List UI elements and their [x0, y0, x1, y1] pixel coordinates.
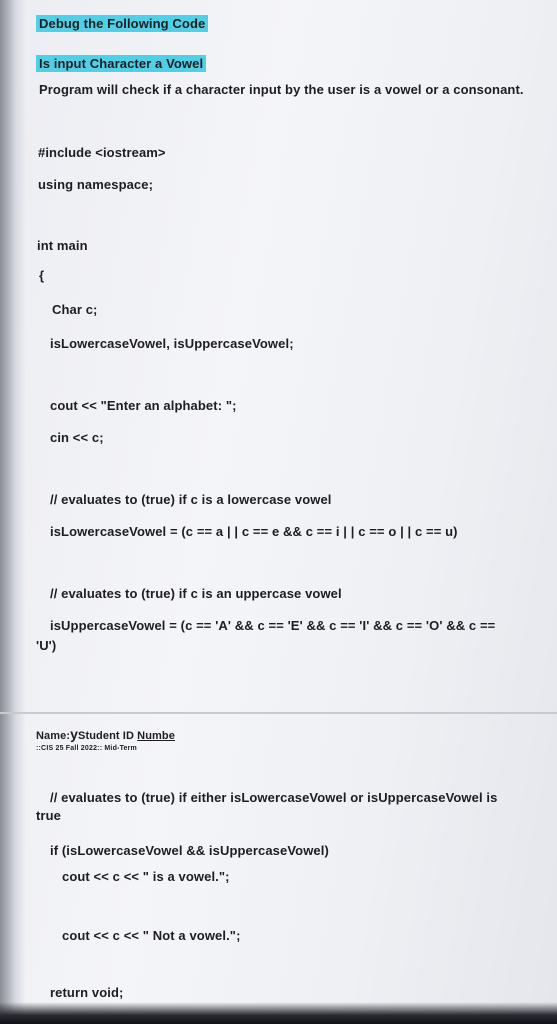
code-comment-either: // evaluates to (true) if either isLowercaseVowel or isUppercaseVowel is: [50, 790, 498, 805]
name-initial: y: [70, 726, 79, 742]
code-char-decl: Char c;: [52, 302, 98, 317]
code-include: #include <iostream>: [38, 145, 166, 160]
code-if-statement: if (isLowercaseVowel && isUppercaseVowel): [50, 843, 329, 858]
code-cout-not-vowel: cout << c << " Not a vowel.";: [62, 928, 241, 943]
code-lower-expr: isLowercaseVowel = (c == a | | c == e && c == i | | c == o | | c == u): [50, 524, 458, 539]
student-id-number-label: Numbe: [137, 730, 175, 742]
student-id-label: Student ID: [78, 730, 138, 742]
page-divider: [0, 712, 557, 714]
code-comment-lower: // evaluates to (true) if c is a lowercase vowel: [50, 492, 332, 507]
program-description: Program will check if a character input by the user is a vowel or a consonant.: [39, 82, 524, 97]
page-title: Debug the Following Code: [36, 15, 208, 32]
code-input: cin << c;: [50, 430, 104, 445]
code-main: int main: [37, 238, 88, 253]
code-prompt: cout << "Enter an alphabet: ";: [50, 398, 237, 413]
code-comment-upper: // evaluates to (true) if c is an uppercase vowel: [50, 586, 342, 601]
code-bool-decl: isLowercaseVowel, isUppercaseVowel;: [50, 336, 294, 351]
course-info: ::CIS 25 Fall 2022:: Mid-Term: [36, 745, 137, 752]
code-comment-either-cont: true: [36, 808, 61, 823]
code-cout-vowel: cout << c << " is a vowel.";: [62, 869, 230, 884]
student-name-line: [36, 726, 175, 742]
code-upper-expr-cont: 'U'): [36, 638, 57, 653]
code-open-brace: {: [39, 268, 45, 283]
code-upper-expr: isUppercaseVowel = (c == 'A' && c == 'E' && c == 'I' && c == 'O' && c ==: [50, 618, 496, 633]
code-using: using namespace;: [38, 177, 154, 192]
code-return: return void;: [50, 985, 124, 1000]
name-label: Name:: [36, 730, 71, 742]
page-subtitle: Is input Character a Vowel: [36, 55, 206, 72]
